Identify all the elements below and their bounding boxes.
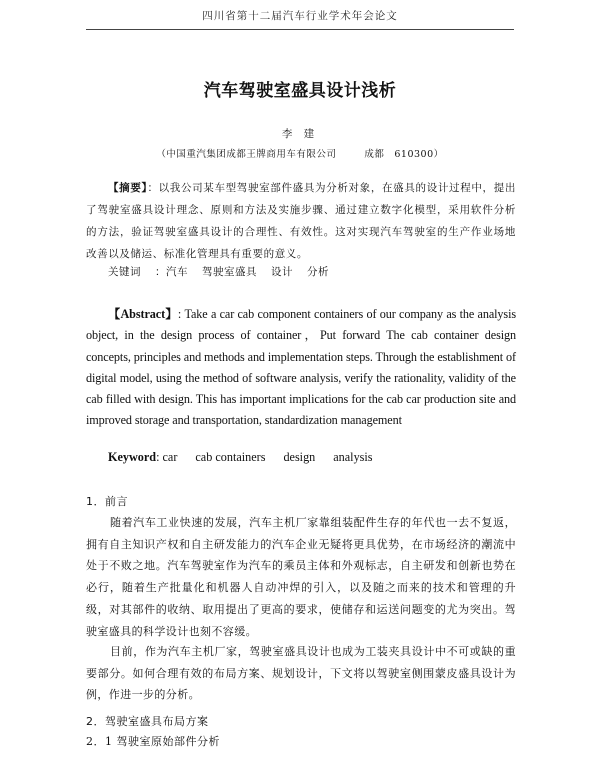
affiliation-postal-code: 610300） — [394, 149, 444, 160]
body-paragraph: 随着汽车工业快速的发展，汽车主机厂家靠组装配件生存的年代也一去不复返，拥有自主知识产权和自主研发能力的汽车企业无疑将更具优势，在市场经济的潮流中处于不败之地。汽车驾驶室作为汽车的乘员主体和外观标志，自主研发和创新也势在必行，随着生产批量化和机器人自动冲焊的引入，以及随之而来的技术和管理的升级，对其部件的收纳、取用提出了更高的要求，使储存和运送问题变的尤为突出。驾驶室盛具的科学设计也刻不容缓。 — [86, 516, 516, 638]
paper-title: 汽车驾驶室盛具设计浅析 — [203, 81, 397, 101]
abstract-english — [86, 304, 516, 432]
keyword-cn-item: 分析 — [307, 266, 329, 278]
abstract-en-text: : Take a car cab component containers of our company as the analysis object, in the design process of container，Put forward The cab container design concepts, principles and methods and implementation steps. Through the establishment of digital model, using the method of software analysis, verify the rationality, validity of the cab filled with design. This has important implications for the cab car production site and improved storage and transportation, standardization management — [86, 307, 516, 428]
affiliation-city: 成都 — [364, 149, 385, 160]
keywords-en-label: Keyword — [108, 450, 157, 464]
abstract-chinese — [86, 177, 516, 265]
running-header: 四川省第十二届汽车行业学术年会论文 — [86, 8, 514, 30]
section-heading-introduction: 1．前言 — [86, 495, 128, 508]
author-name: 李 建 — [281, 128, 319, 140]
keywords-english — [108, 450, 373, 465]
keyword-en-item: design — [283, 450, 316, 464]
keywords-cn-label: 关键词 — [108, 266, 141, 278]
abstract-en-label: 【Abstract】 — [108, 307, 178, 321]
section-heading-layout-plan: 2．驾驶室盛具布局方案 — [86, 715, 209, 728]
author-affiliation — [0, 146, 600, 160]
affiliation-org: （中国重汽集团成都王牌商用车有限公司 — [156, 149, 337, 160]
keyword-en-item: cab containers — [195, 450, 266, 464]
abstract-cn-text: ：以我公司某车型驾驶室部件盛具为分析对象，在盛具的设计过程中，提出了驾驶室盛具设计理念、原则和方法及实施步骤、通过建立数字化模型，采用软件分析的方法，验证驾驶室盛具设计的合理性、有效性。这对实现汽车驾驶室的生产作业场地改善以及储运、标准化管理具有重要的意义。 — [86, 182, 516, 260]
subsection-heading-part-analysis: 2．1 驾驶室原始部件分析 — [86, 735, 220, 748]
keyword-en-item: : car — [156, 450, 178, 464]
abstract-cn-label: 【摘要】 — [108, 182, 148, 194]
keyword-cn-item: 设计 — [271, 266, 293, 278]
keyword-cn-item: ：汽车 — [155, 266, 188, 278]
body-paragraph: 目前，作为汽车主机厂家，驾驶室盛具设计也成为工装夹具设计中不可或缺的重要部分。如何合理有效的布局方案、规划设计，下文将以驾驶室侧围蒙皮盛具设计为例，作进一步的分析。 — [86, 645, 516, 702]
keywords-chinese — [108, 264, 329, 279]
keyword-cn-item: 驾驶室盛具 — [202, 266, 257, 278]
keyword-en-item: analysis — [333, 450, 373, 464]
